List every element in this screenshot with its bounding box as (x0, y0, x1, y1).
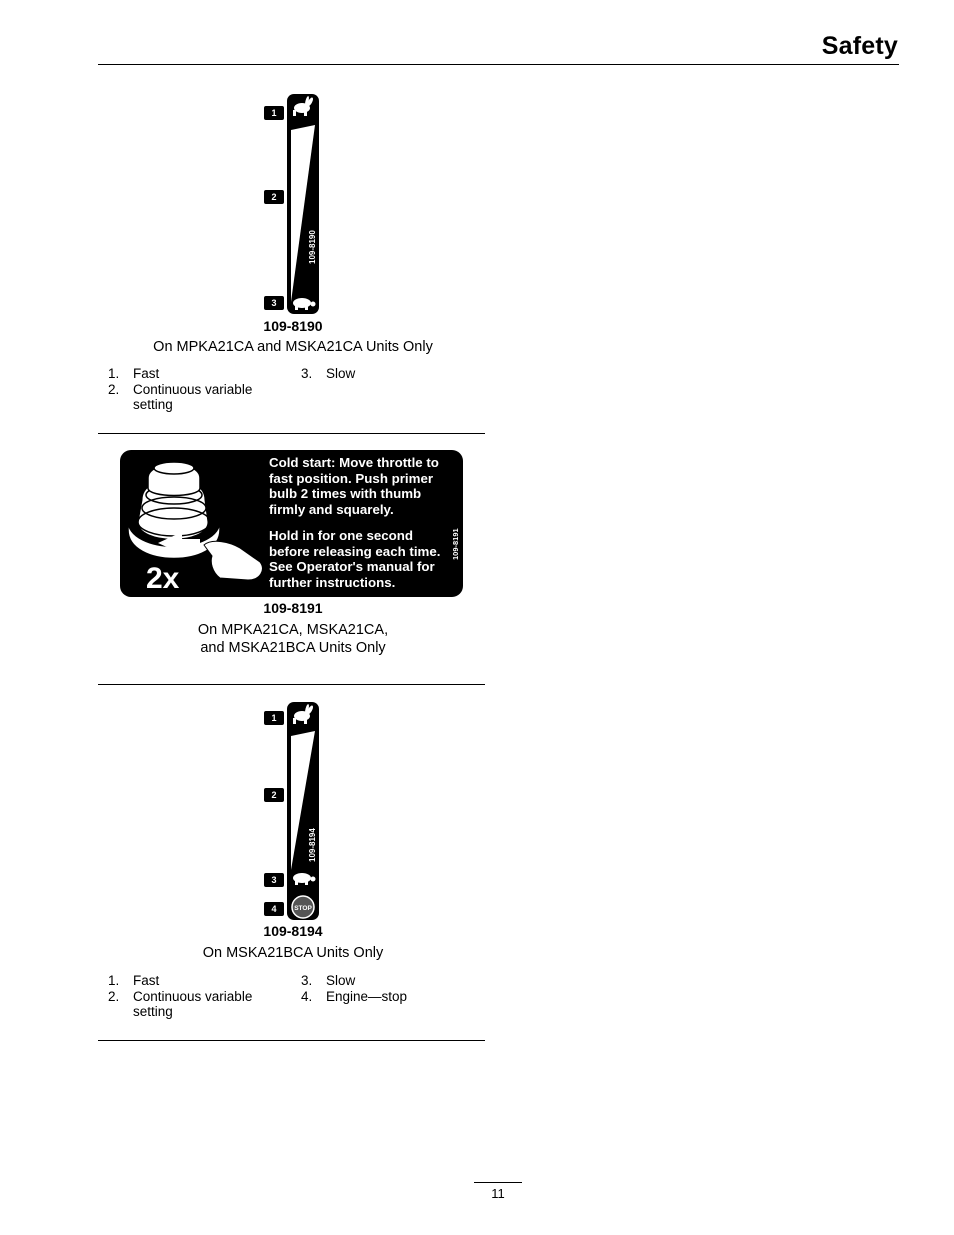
page-title: Safety (821, 32, 898, 60)
decal-code: 109-8194 (263, 923, 323, 939)
legend-list-left (108, 973, 288, 1020)
throttle-decal-109-8190 (264, 92, 324, 318)
page-number: 11 (491, 1186, 505, 1201)
callout-3: 3 (264, 296, 284, 310)
decal-instructions-2: Hold in for one second before releasing each time. See Operator's manual for further instructions. (269, 528, 441, 590)
legend-list-right (301, 973, 481, 1004)
list-item: 3. Slow (301, 366, 356, 381)
multiplier-text: 2x (146, 562, 180, 595)
stop-icon (292, 896, 314, 918)
list-item: 1. Fast (108, 366, 160, 381)
decal-instructions-1: Cold start: Move throttle to fast position. Push primer bulb 2 times with thumb firmly and squarely. (269, 455, 439, 517)
list-item: 3. Slow (301, 973, 356, 988)
decal-section-109-8191 (98, 450, 488, 670)
decal-code: 109-8190 (263, 318, 323, 334)
list-item: 2. Continuous variable setting (108, 988, 253, 1019)
legend-list-left (108, 366, 288, 413)
list-item: 2. Continuous variable setting (108, 381, 253, 412)
vertical-code: 109-8194 (308, 828, 317, 862)
callout-1: 1 (264, 711, 284, 725)
vertical-code: 109-8190 (308, 230, 317, 264)
callout-1: 1 (264, 106, 284, 120)
decal-section-109-8194 (98, 700, 488, 1040)
callout-4: 4 (264, 902, 284, 916)
decal-caption-line2: and MSKA21BCA Units Only (200, 640, 386, 656)
decal-section-109-8190 (98, 92, 488, 432)
footer-rule (474, 1182, 522, 1183)
callout-2: 2 (264, 788, 284, 802)
callout-2: 2 (264, 190, 284, 204)
list-item: 4. Engine—stop (301, 988, 408, 1004)
stop-label: STOP (294, 905, 312, 912)
callout-3: 3 (264, 873, 284, 887)
list-item: 1. Fast (108, 973, 160, 988)
section-divider (98, 684, 485, 685)
decal-caption-line1: On MPKA21CA, MSKA21CA, (197, 622, 389, 638)
legend-list-right (301, 366, 481, 382)
decal-caption: On MPKA21CA and MSKA21CA Units Only (153, 339, 433, 355)
section-divider (98, 433, 485, 434)
decal-code: 109-8191 (263, 600, 323, 616)
vertical-code: 109-8191 (451, 528, 460, 560)
section-divider (98, 1040, 485, 1041)
header-rule (98, 64, 899, 65)
throttle-decal-109-8194 (264, 700, 324, 922)
decal-caption: On MSKA21BCA Units Only (202, 945, 384, 961)
